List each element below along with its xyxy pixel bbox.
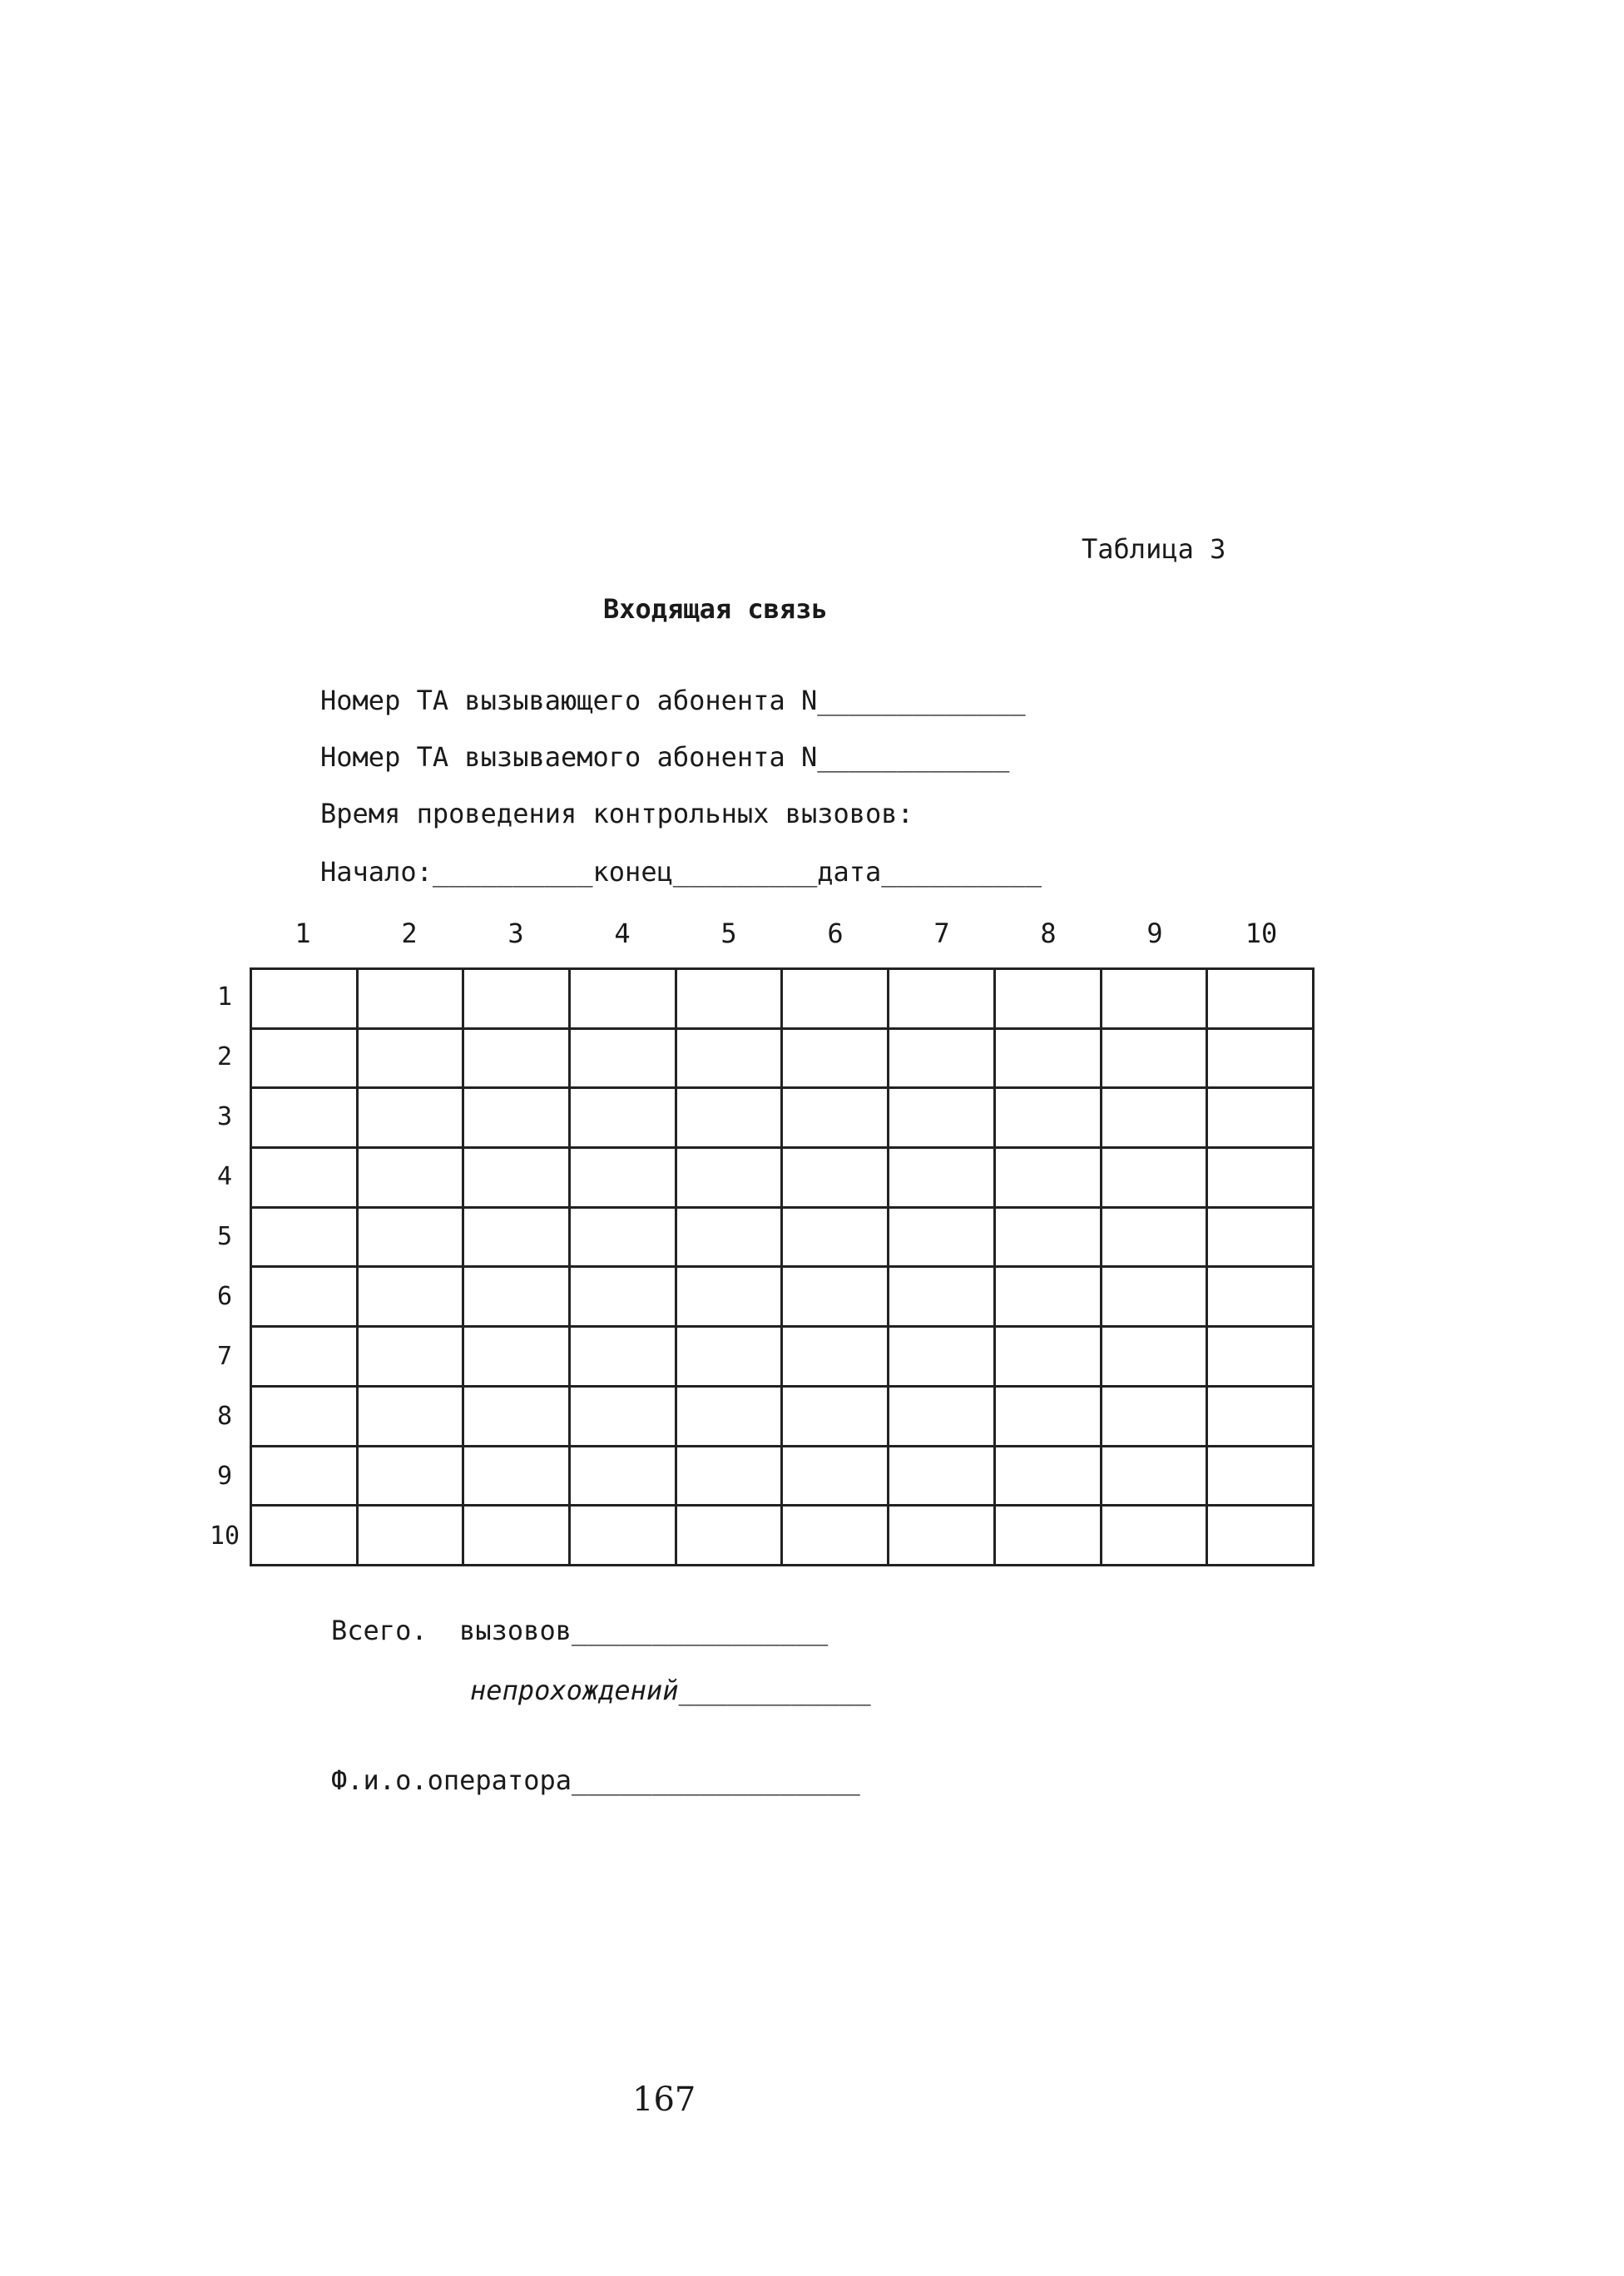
grid-cell bbox=[570, 1386, 676, 1446]
grid-cell bbox=[676, 1267, 782, 1327]
grid-cell bbox=[570, 1327, 676, 1387]
grid-cell bbox=[463, 1028, 570, 1088]
grid-cell bbox=[782, 1386, 889, 1446]
grid-cell bbox=[1101, 1506, 1207, 1566]
grid-cell bbox=[676, 1446, 782, 1506]
grid-cell bbox=[676, 1088, 782, 1148]
grid-cell bbox=[1207, 1267, 1314, 1327]
grid-row bbox=[251, 1386, 1314, 1446]
grid-cell bbox=[1101, 1386, 1207, 1446]
grid-cell bbox=[357, 1327, 463, 1387]
grid-cell bbox=[994, 1327, 1101, 1387]
grid-cell bbox=[463, 1386, 570, 1446]
grid-cell bbox=[251, 1446, 358, 1506]
grid-cell bbox=[994, 1506, 1101, 1566]
grid-cell bbox=[463, 1088, 570, 1148]
grid-cell bbox=[357, 1267, 463, 1327]
grid-cell bbox=[251, 1148, 358, 1208]
column-number-row bbox=[250, 917, 1331, 953]
row-number: 9 bbox=[216, 1462, 233, 1491]
call-grid-table bbox=[250, 967, 1315, 1566]
grid-cell bbox=[357, 1028, 463, 1088]
row-number: 2 bbox=[216, 1042, 233, 1071]
grid-cell bbox=[1101, 969, 1207, 1029]
grid-cell bbox=[357, 1148, 463, 1208]
row-number-column bbox=[200, 967, 250, 1566]
grid-cell bbox=[570, 1446, 676, 1506]
grid-cell bbox=[463, 1446, 570, 1506]
row-number: 6 bbox=[216, 1282, 233, 1311]
grid-cell bbox=[1101, 1327, 1207, 1387]
grid-row bbox=[251, 1446, 1314, 1506]
row-number: 8 bbox=[216, 1402, 233, 1431]
start-end-date-field: Начало:__________конец_________дата__________ bbox=[320, 856, 1042, 888]
grid-cell bbox=[889, 1327, 995, 1387]
grid-cell bbox=[463, 969, 570, 1029]
grid-cell bbox=[251, 1028, 358, 1088]
grid-cell bbox=[1101, 1207, 1207, 1267]
test-time-label: Время проведения контрольных вызовов: bbox=[320, 798, 914, 829]
grid-cell bbox=[1207, 1327, 1314, 1387]
row-number: 5 bbox=[216, 1222, 233, 1251]
grid-cell bbox=[676, 1148, 782, 1208]
column-number: 9 bbox=[1146, 918, 1163, 949]
grid-cell bbox=[357, 969, 463, 1029]
grid-row bbox=[251, 1028, 1314, 1088]
grid-cell bbox=[676, 1386, 782, 1446]
grid-cell bbox=[782, 1446, 889, 1506]
grid-cell bbox=[251, 1327, 358, 1387]
grid-cell bbox=[994, 1446, 1101, 1506]
grid-cell bbox=[357, 1446, 463, 1506]
grid-cell bbox=[782, 1088, 889, 1148]
grid-cell bbox=[889, 969, 995, 1029]
grid-cell bbox=[570, 969, 676, 1029]
grid-cell bbox=[994, 1148, 1101, 1208]
failures-line: непрохождений____________ bbox=[470, 1675, 871, 1706]
row-number: 1 bbox=[216, 982, 233, 1012]
grid-cell bbox=[994, 969, 1101, 1029]
column-number: 5 bbox=[720, 918, 737, 949]
column-number: 8 bbox=[1040, 918, 1057, 949]
grid-cell bbox=[994, 1028, 1101, 1088]
grid-cell bbox=[782, 1327, 889, 1387]
grid-cell bbox=[570, 1267, 676, 1327]
column-number: 7 bbox=[933, 918, 950, 949]
column-number: 2 bbox=[401, 918, 418, 949]
grid-cell bbox=[782, 1148, 889, 1208]
grid-cell bbox=[889, 1088, 995, 1148]
grid-cell bbox=[1101, 1028, 1207, 1088]
row-number: 4 bbox=[216, 1162, 233, 1191]
grid-cell bbox=[463, 1267, 570, 1327]
grid-cell bbox=[889, 1386, 995, 1446]
grid-cell bbox=[676, 969, 782, 1029]
grid-row bbox=[251, 1267, 1314, 1327]
row-number: 7 bbox=[216, 1342, 233, 1371]
grid-cell bbox=[570, 1148, 676, 1208]
grid-row bbox=[251, 1088, 1314, 1148]
grid-cell bbox=[463, 1148, 570, 1208]
grid-row bbox=[251, 1207, 1314, 1267]
grid-cell bbox=[1207, 1088, 1314, 1148]
grid-cell bbox=[251, 1088, 358, 1148]
column-number: 3 bbox=[508, 918, 524, 949]
grid-cell bbox=[994, 1267, 1101, 1327]
grid-cell bbox=[889, 1028, 995, 1088]
grid-cell bbox=[1207, 1506, 1314, 1566]
grid-cell bbox=[570, 1088, 676, 1148]
grid-row bbox=[251, 1148, 1314, 1208]
grid-cell bbox=[889, 1506, 995, 1566]
grid-cell bbox=[357, 1386, 463, 1446]
operator-name-line: Ф.и.о.оператора__________________ bbox=[331, 1764, 860, 1796]
grid-cell bbox=[251, 1207, 358, 1267]
grid-cell bbox=[1207, 1207, 1314, 1267]
grid-cell bbox=[570, 1506, 676, 1566]
grid-cell bbox=[1101, 1446, 1207, 1506]
grid-cell bbox=[889, 1267, 995, 1327]
grid-cell bbox=[463, 1327, 570, 1387]
grid-cell bbox=[676, 1506, 782, 1566]
grid-cell bbox=[1207, 969, 1314, 1029]
column-number: 1 bbox=[295, 918, 311, 949]
grid-cell bbox=[782, 969, 889, 1029]
grid-cell bbox=[1207, 1148, 1314, 1208]
grid-cell bbox=[994, 1088, 1101, 1148]
grid-cell bbox=[251, 969, 358, 1029]
grid-cell bbox=[782, 1267, 889, 1327]
grid-cell bbox=[676, 1327, 782, 1387]
grid-cell bbox=[251, 1506, 358, 1566]
grid-cell bbox=[570, 1207, 676, 1267]
grid-cell bbox=[994, 1207, 1101, 1267]
grid-cell bbox=[357, 1088, 463, 1148]
grid-cell bbox=[463, 1506, 570, 1566]
column-number: 4 bbox=[614, 918, 631, 949]
grid-cell bbox=[889, 1207, 995, 1267]
grid-cell bbox=[1207, 1446, 1314, 1506]
grid-row bbox=[251, 1327, 1314, 1387]
column-number: 6 bbox=[827, 918, 844, 949]
grid-cell bbox=[570, 1028, 676, 1088]
grid-cell bbox=[463, 1207, 570, 1267]
grid-cell bbox=[1101, 1148, 1207, 1208]
grid-cell bbox=[676, 1207, 782, 1267]
table-caption: Таблица 3 bbox=[1082, 533, 1226, 565]
grid-row bbox=[251, 969, 1314, 1029]
grid-cell bbox=[357, 1207, 463, 1267]
grid-cell bbox=[1101, 1267, 1207, 1327]
grid-cell bbox=[782, 1028, 889, 1088]
caller-number-field: Номер ТА вызывающего абонента N_____________ bbox=[320, 685, 1026, 716]
grid-cell bbox=[1207, 1028, 1314, 1088]
row-number: 10 bbox=[209, 1521, 240, 1551]
table-heading: Входящая связь bbox=[603, 593, 828, 625]
grid-cell bbox=[782, 1207, 889, 1267]
page-number: 167 bbox=[632, 2081, 696, 2119]
grid-cell bbox=[357, 1506, 463, 1566]
grid-cell bbox=[782, 1506, 889, 1566]
grid-cell bbox=[251, 1267, 358, 1327]
grid-row bbox=[251, 1506, 1314, 1566]
grid-cell bbox=[1207, 1386, 1314, 1446]
row-number: 3 bbox=[216, 1102, 233, 1131]
callee-number-field: Номер ТА вызываемого абонента N____________ bbox=[320, 741, 1010, 773]
grid-cell bbox=[251, 1386, 358, 1446]
grid-cell bbox=[994, 1386, 1101, 1446]
total-calls-line: Всего. вызовов________________ bbox=[331, 1615, 829, 1646]
grid-cell bbox=[889, 1446, 995, 1506]
column-number: 10 bbox=[1245, 918, 1278, 949]
grid-cell bbox=[889, 1148, 995, 1208]
grid-cell bbox=[676, 1028, 782, 1088]
grid-cell bbox=[1101, 1088, 1207, 1148]
